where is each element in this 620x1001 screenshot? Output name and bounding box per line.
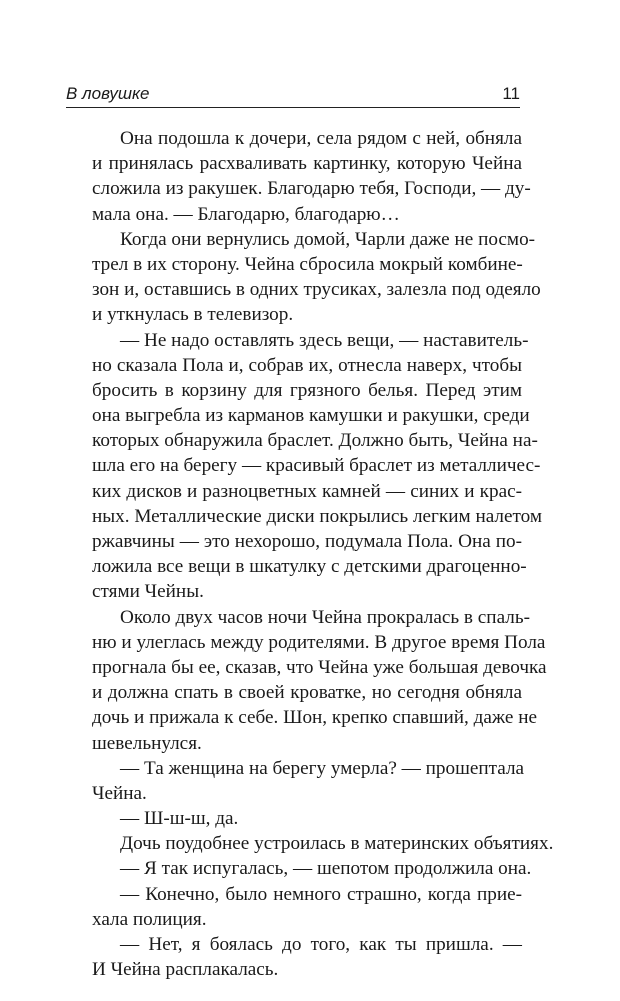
text-line: но сказала Пола и, собрав их, отнесла наверх, чтобы bbox=[92, 354, 522, 376]
text-line: — Та женщина на берегу умерла? — прошептала bbox=[120, 757, 525, 779]
paragraph bbox=[92, 756, 525, 806]
text-line: ржавчины — это нехорошо, подумала Пола. Она по- bbox=[92, 531, 522, 552]
text-line: она выгребла из карманов камушки и ракушки, среди bbox=[92, 405, 530, 427]
text-line: стями Чейны. bbox=[92, 581, 204, 603]
text-line: Чейна. bbox=[92, 782, 147, 804]
text-line: И Чейна расплакалась. bbox=[92, 959, 279, 981]
paragraph bbox=[92, 328, 543, 605]
text-line: и принялась расхваливать картинку, которую Чейна bbox=[92, 153, 522, 175]
paragraph bbox=[92, 882, 522, 932]
text-line: зон и, оставшись в одних трусиках, залезла под одеяло bbox=[92, 279, 541, 301]
text-line: и должна спать в своей кроватке, но сегодня обняла bbox=[92, 682, 522, 704]
paragraph bbox=[92, 831, 554, 856]
paragraph bbox=[92, 806, 522, 831]
text-line: Когда они вернулись домой, Чарли даже не посмо- bbox=[120, 228, 536, 250]
page-header bbox=[66, 84, 520, 106]
text-line: дочь и прижала к себе. Шон, крепко спавший, даже не bbox=[92, 707, 537, 729]
text-line: ких дисков и разноцветных камней — синих и крас- bbox=[92, 480, 522, 502]
body-text bbox=[92, 126, 554, 982]
text-line: прогнала бы ее, сказав, что Чейна уже большая девочка bbox=[92, 656, 547, 678]
text-line: — Нет, я боялась до того, как ты пришла. — bbox=[120, 934, 522, 955]
text-line: — Ш-ш-ш, да. bbox=[120, 808, 239, 830]
page-number: 11 bbox=[502, 84, 520, 103]
paragraph bbox=[92, 932, 522, 982]
text-line: — Конечно, было немного страшно, когда прие- bbox=[120, 883, 522, 905]
text-line: Около двух часов ночи Чейна прокралась в спаль- bbox=[120, 606, 530, 628]
paragraph bbox=[92, 227, 541, 328]
text-line: хала полиция. bbox=[92, 908, 207, 930]
text-line: ню и улеглась между родителями. В другое время Пола bbox=[92, 631, 546, 653]
text-line: бросить в корзину для грязного белья. Перед этим bbox=[92, 379, 522, 401]
text-line: — Не надо оставлять здесь вещи, — наставитель- bbox=[120, 329, 529, 351]
text-line: которых обнаружила браслет. Должно быть, Чейна на- bbox=[92, 430, 538, 452]
text-line: — Я так испугалась, — шепотом продолжила она. bbox=[120, 858, 532, 880]
text-line: ложила все вещи в шкатулку с детскими драгоценно- bbox=[92, 556, 527, 578]
running-title: В ловушке bbox=[66, 84, 150, 103]
header-rule bbox=[66, 107, 520, 108]
paragraph bbox=[92, 126, 531, 227]
text-line: Она подошла к дочери, села рядом с ней, обняла bbox=[120, 128, 522, 149]
text-line: мала она. — Благодарю, благодарю… bbox=[92, 203, 400, 225]
text-line: ных. Металлические диски покрылись легким налетом bbox=[92, 505, 543, 527]
text-line: сложила из ракушек. Благодарю тебя, Господи, — ду- bbox=[92, 178, 531, 200]
text-line: и уткнулась в телевизор. bbox=[92, 304, 294, 326]
text-line: шевельнулся. bbox=[92, 732, 202, 754]
text-line: Дочь поудобнее устроилась в материнских объятиях. bbox=[120, 833, 554, 855]
paragraph bbox=[92, 605, 547, 756]
text-line: трел в их сторону. Чейна сбросила мокрый комбине- bbox=[92, 253, 523, 275]
paragraph bbox=[92, 856, 532, 881]
text-line: шла его на берегу — красивый браслет из металличес- bbox=[92, 455, 541, 477]
